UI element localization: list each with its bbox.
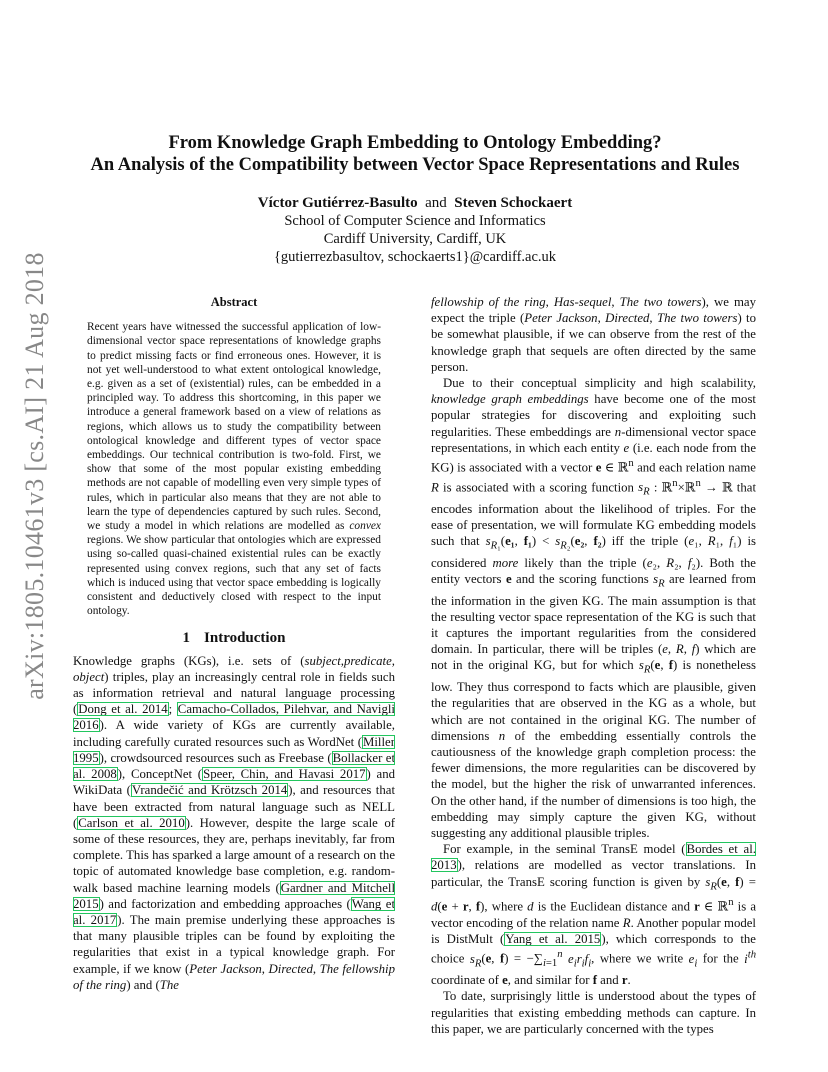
author-2: Steven Schockaert: [454, 195, 573, 211]
author-block: [60, 194, 770, 266]
citation-link[interactable]: Gardner and Mitchell 2015: [73, 880, 395, 911]
author-1: Víctor Gutiérrez-Basulto: [257, 195, 418, 211]
author-names: [60, 194, 770, 212]
abstract-text: Recent years have witnessed the successful application of low-dimensional vector space representations of knowledge graphs to predict missing facts or find erroneous ones. However, it is not yet well-understood to what extent ontological knowledge, e.g. given as a set of (existential) rules, can be embedded in a principled way. To address this shortcoming, in this paper we introduce a general framework based on a view of relations as regions, which allows us to study the compatibility between ontological knowledge and different types of vector space embeddings. Our technical contribution is two-fold. First, we show that some of the most popular existing embedding methods are not capable of modelling even very simple types of rules, which in particular also means that they are not able to learn the type of dependencies captured by such rules. Second, we study a model in which relations are modelled as convex regions. We show particular that ontologies which are expressed using so-called quasi-chained existential rules can be exactly represented using convex regions, such that any set of facts which is induced using that vector space embedding is logically consistent and deductively closed with respect to the input ontology.: [87, 321, 381, 618]
abstract-heading: Abstract: [210, 295, 258, 309]
title-line-1: From Knowledge Graph Embedding to Ontology Embedding?: [168, 133, 662, 153]
section-title: Introduction: [204, 630, 286, 647]
right-column: [431, 294, 756, 1037]
author-emails: {gutierrezbasultov, schockaerts1}@cardiff.ac.uk: [273, 249, 557, 265]
citation-link[interactable]: Bollacker et al. 2008: [73, 750, 396, 782]
citation-link[interactable]: Wang et al. 2017: [73, 896, 396, 927]
citation-link[interactable]: Carlson et al. 2010: [78, 815, 185, 830]
citation-link[interactable]: Miller 1995: [73, 734, 395, 765]
arxiv-identifier-stamp: arXiv:1805.10461v3 [cs.AI] 21 Aug 2018: [20, 252, 49, 700]
citation-link[interactable]: Speer, Chin, and Havasi 2017: [203, 767, 366, 782]
author-conjunction: and: [425, 195, 447, 211]
citation-link[interactable]: Yang et al. 2015: [505, 932, 601, 947]
title-line-2: An Analysis of the Compatibility between Vector Space Representations and Rules: [90, 155, 740, 175]
intro-paragraph-1: Knowledge graphs (KGs), i.e. sets of (subject,predicate, object) triples, play an increasingly central role in fields such as information retrieval and natural language processing (Dong et al. 2014; Camacho-Collados, Pilehvar, and Navigli 2016). A wide variety of KGs are currently available, including carefully curated resources such as WordNet (Miller 1995), crowdsourced resources such as Freebase (Bollacker et al. 2008), ConceptNet (Speer, Chin, and Havasi 2017) and WikiData (Vrandečić and Krötzsch 2014), and resources that have been extracted from natural language such as NELL (Carlson et al. 2010). However, despite the large scale of some of these resources, they are, perhaps inevitably, far from complete. This has sparked a large amount of a research on the topic of automated knowledge base completion, e.g. random-walk based machine learning models (Gardner and Mitchell 2015) and factorization and embedding approaches (Wang et al. 2017). The main premise underlying these approaches is that many plausible triples can be found by exploiting the regularities that exist in a typical knowledge graph. For example, if we know (Peter Jackson, Directed, The fellowship of the ring) and (The: [73, 653, 396, 992]
citation-link[interactable]: Camacho-Collados, Pilehvar, and Navigli 2016: [73, 702, 395, 733]
right-paragraph-1: Due to their conceptual simplicity and high scalability, knowledge graph embeddings have become one of the most popular strategies for discovering and exploiting such regularities. These embeddings are n-dimensional vector space representations, in which each entity e (i.e. each node from the KG) is associated with a vector e ∈ ℝ$^n$ and each relation name R is associated with a scoring function $s_R$ : ℝ$^n$×ℝ$^n$ → ℝ that encodes information about the likelihood of triples. For the ease of presentation, we will formulate KG embedding models such that $s_{R_1}(e_1$, $f_1) < s_{R_2}(e_2$, f₂) iff the triple (e₁, R₁, f₁) is considered more likely than the triple (e₂, R₂, f₂). Both the entity vectors e and the scoring functions $s_R$ are learned from the information in the given KG. The main assumption is that the resulting vector space representation of the KG is such that it captures the important regularities from the considered domain. In particular, there will be triples (e, R, f) which are not in the original KG, but for which $s_R(e$, f) is nonetheless low. They thus correspond to facts which are plausible, given the regularities that are observed in the KG as a whole, but which are not contained in the original KG. The number of dimensions n of the embedding essentially controls the cautiousness of the knowledge graph completion process: the fewer dimensions, the more regularities can be discovered by the model, but the higher the risk of unwarranted inferences. On the other hand, if the number of dimensions is too high, the embedding may simply capture the given KG, without suggesting any additional plausible triples.: [431, 376, 757, 841]
right-paragraph-continued: fellowship of the ring, Has-sequel, The two towers), we may expect the triple (Peter Jackson, Directed, The two towers) to be somewhat plausible, if we can observe from the rest of the knowledge graph that sequels are often directed by the same person.: [431, 295, 756, 374]
right-paragraph-3: To date, surprisingly little is understood about the types of regularities that existing embedding methods can capture. In this paper, we are particularly concerned with the types: [431, 989, 756, 1036]
citation-link[interactable]: Dong et al. 2014: [78, 702, 168, 717]
citation-link[interactable]: Bordes et al. 2013: [431, 842, 756, 873]
affiliation-line-1: School of Computer Science and Informatics: [284, 213, 546, 229]
left-column: [73, 294, 395, 993]
right-paragraph-2: For example, in the seminal TransE model (Bordes et al. 2013), relations are modelled as vector translations. In particular, the TransE scoring function is given by $s_R(e$, f) = d(e + r, f), where d is the Euclidean distance and r ∈ ℝ$^n$ is a vector encoding of the relation name R. Another popular model is DistMult (Yang et al. 2015), which corresponds to the choice $s_R(e$, $f) = -\sum_{i=1}^n$ $e_ir_if_i$, where we write $e_i$ for the $i^{th}$ coordinate of e, and similar for f and r.: [431, 842, 757, 988]
affiliation-line-2: Cardiff University, Cardiff, UK: [323, 231, 507, 247]
section-number: 1: [182, 630, 191, 647]
citation-link[interactable]: Vrandečić and Krötzsch 2014: [131, 783, 288, 798]
paper-title: [60, 132, 770, 176]
section-heading-introduction: [73, 630, 395, 646]
